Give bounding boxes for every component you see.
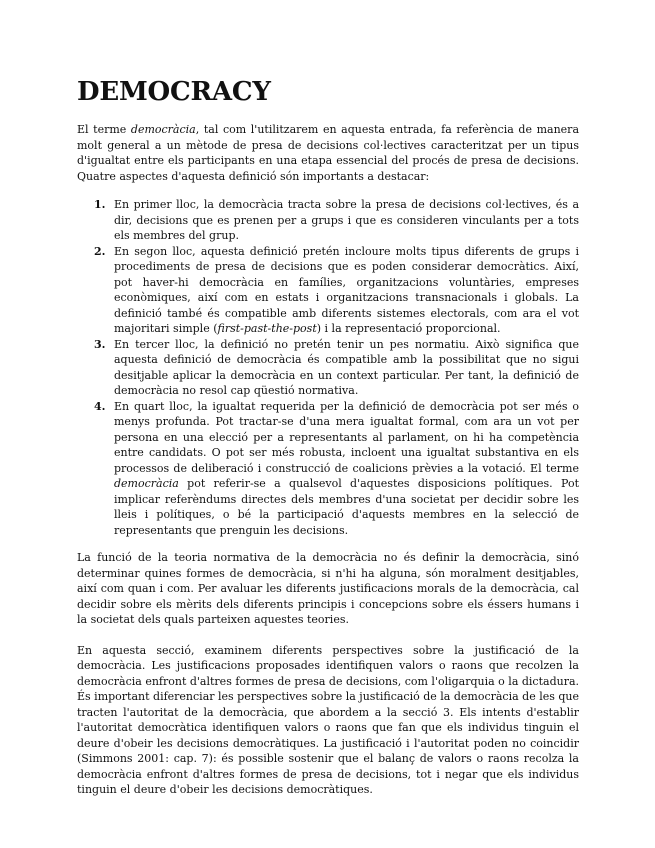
- list-item: [94, 399, 579, 539]
- list-item-term: first-past-the-post: [217, 322, 317, 335]
- intro-text-end: , tal com l'utilitzarem en aquesta entrada, fa referència de manera molt general a un mètode de presa de decisions col·lectives caracteritzat per un tipus d'igualtat entre els participants en una etapa essencial del procés de presa de decisions. Quatre aspectes d'aquesta definició són importants a destacar:: [77, 123, 579, 183]
- list-item-text-start: En quart lloc, la igualtat requerida per la definició de democràcia pot ser més o menys profunda. Pot tractar-se d'una mera igualtat formal, com ara un vot per persona en una elecció per a representants al parlament, on hi ha competència entre candidats. O pot ser més robusta, incloent una igualtat substantiva en els processos de deliberació i construcció de coalicions prèvies a la votació. El terme: [114, 399, 579, 475]
- list-item-text-end: pot referir-se a qualsevol d'aquestes disposicions polítiques. Pot implicar referèndums directes dels membres d'una societat per decidir sobre les lleis i polítiques, o bé la participació d'aquests membres en la selecció de representants que prenguin les decisions.: [114, 477, 579, 537]
- list-item-number: 3.: [94, 337, 106, 351]
- list-item-term: democràcia: [114, 477, 179, 490]
- intro-text-start: El terme: [77, 123, 131, 136]
- page-title: DEMOCRACY: [77, 77, 271, 107]
- list-item-number: 1.: [94, 198, 106, 211]
- intro-paragraph: [77, 122, 579, 184]
- list-item: [94, 244, 579, 337]
- list-item-text-start: En segon lloc, aquesta definició pretén incloure molts tipus diferents de grups i procediments de presa de decisions que es poden considerar democràtics. Així, pot haver-hi democràcia en famílies, organitzacions voluntàries, empreses econòmiques, així com en estats i organitzacions transnacionals i globals. La definició també és compatible amb diferents sistemes electorals, com ara el vot majoritari simple (: [114, 244, 579, 335]
- list-item-text: En primer lloc, la democràcia tracta sobre la presa de decisions col·lectives, és a dir, decisions que es prenen per a grups i que es consideren vinculants per a tots els membres del grup.: [114, 198, 579, 242]
- body-paragraph-normative-theory: La funció de la teoria normativa de la democràcia no és definir la democràcia, sinó determinar quines formes de democràcia, si n'hi ha alguna, són moralment desitjables, així com quan i com. Per avaluar les diferents justificacions morals de la democràcia, cal decidir sobre els mèrits dels diferents principis i concepcions sobre els éssers humans i la societat dels quals parteixen aquestes teories.: [77, 551, 579, 626]
- intro-term: democràcia: [130, 123, 196, 136]
- list-item-number: 2.: [94, 244, 106, 258]
- body-paragraph-justification: En aquesta secció, examinem diferents perspectives sobre la justificació de la democràcia. Les justificacions proposades identifiquen valors o raons que recolzen la democràcia enfront d'altres formes de presa de decisions, com l'oligarquia o la dictadura. És important diferenciar les perspectives sobre la justificació de la democràcia de les que tracten l'autoritat de la democràcia, que abordem a la secció 3. Els intents d'establir l'autoritat democràtica identifiquen valors o raons que fan que els individus tinguin el deure d'obeir les decisions democràtiques. La justificació i l'autoritat poden no coincidir (Simmons 2001: cap. 7): és possible sostenir que el balanç de valors o raons recolza la democràcia enfront d'altres formes de presa de decisions, tot i negar que els individus tinguin el deure d'obeir les decisions democràtiques.: [77, 643, 580, 796]
- list-item: [94, 197, 579, 244]
- list-item-text: En tercer lloc, la definició no pretén tenir un pes normatiu. Això significa que aquesta definició de democràcia és compatible amb la possibilitat que no sigui desitjable aplicar la democràcia en un context particular. Per tant, la definició de democràcia no resol cap qüestió normativa.: [114, 337, 579, 397]
- list-item: [94, 337, 579, 399]
- aspects-list: [77, 197, 579, 538]
- list-item-number: 4.: [94, 399, 106, 413]
- list-item-text-end: ) i la representació proporcional.: [316, 322, 501, 335]
